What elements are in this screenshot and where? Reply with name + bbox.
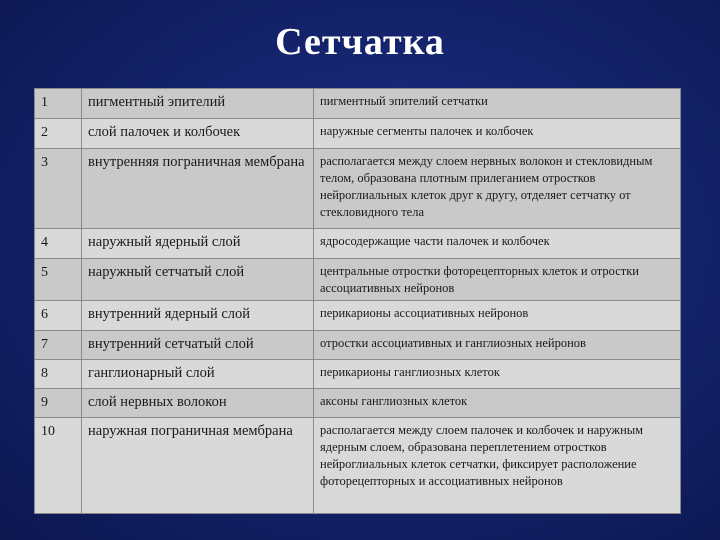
row-number: 3 [35,149,82,229]
layer-name: пигментный эпителий [82,89,314,119]
layer-description: располагается между слоем палочек и колбочек и наружным ядерным слоем, образована переплетением отростков нейроглиальных клеток сетчатки, фиксирует расположение фоторецепторных и ассоциативных нейронов [314,417,681,513]
row-number: 8 [35,359,82,388]
table-row [35,259,681,301]
row-number: 1 [35,89,82,119]
layer-description: располагается между слоем нервных волокон и стекловидным телом, образована плотным прилеганием отростков нейроглиальных клеток друг к другу, отделяет сетчатку от стекловидного тела [314,149,681,229]
layer-name: наружный ядерный слой [82,229,314,259]
table-row [35,359,681,388]
slide-title: Сетчатка [275,21,445,63]
row-number: 9 [35,388,82,417]
layer-name: внутренняя пограничная мембрана [82,149,314,229]
table-row [35,149,681,229]
table-row [35,229,681,259]
row-number: 10 [35,417,82,513]
layer-description: ядросодержащие части палочек и колбочек [314,229,681,259]
table-row [35,301,681,330]
table-row [35,119,681,149]
layer-description: наружные сегменты палочек и колбочек [314,119,681,149]
retina-layers-table [34,88,681,514]
table-row [35,89,681,119]
row-number: 7 [35,330,82,359]
layer-name: наружная пограничная мембрана [82,417,314,513]
layer-name: наружный сетчатый слой [82,259,314,301]
layer-description: перикарионы ассоциативных нейронов [314,301,681,330]
layer-name: внутренний ядерный слой [82,301,314,330]
layer-description: отростки ассоциативных и ганглиозных нейронов [314,330,681,359]
table-row [35,330,681,359]
layer-name: слой палочек и колбочек [82,119,314,149]
layer-name: ганглионарный слой [82,359,314,388]
row-number: 4 [35,229,82,259]
layer-description: аксоны ганглиозных клеток [314,388,681,417]
row-number: 6 [35,301,82,330]
layer-description: центральные отростки фоторецепторных клеток и отростки ассоциативных нейронов [314,259,681,301]
table-row [35,417,681,513]
row-number: 5 [35,259,82,301]
row-number: 2 [35,119,82,149]
layer-description: перикарионы ганглиозных клеток [314,359,681,388]
layer-name: внутренний сетчатый слой [82,330,314,359]
layer-name: слой нервных волокон [82,388,314,417]
table-row [35,388,681,417]
layer-description: пигментный эпителий сетчатки [314,89,681,119]
